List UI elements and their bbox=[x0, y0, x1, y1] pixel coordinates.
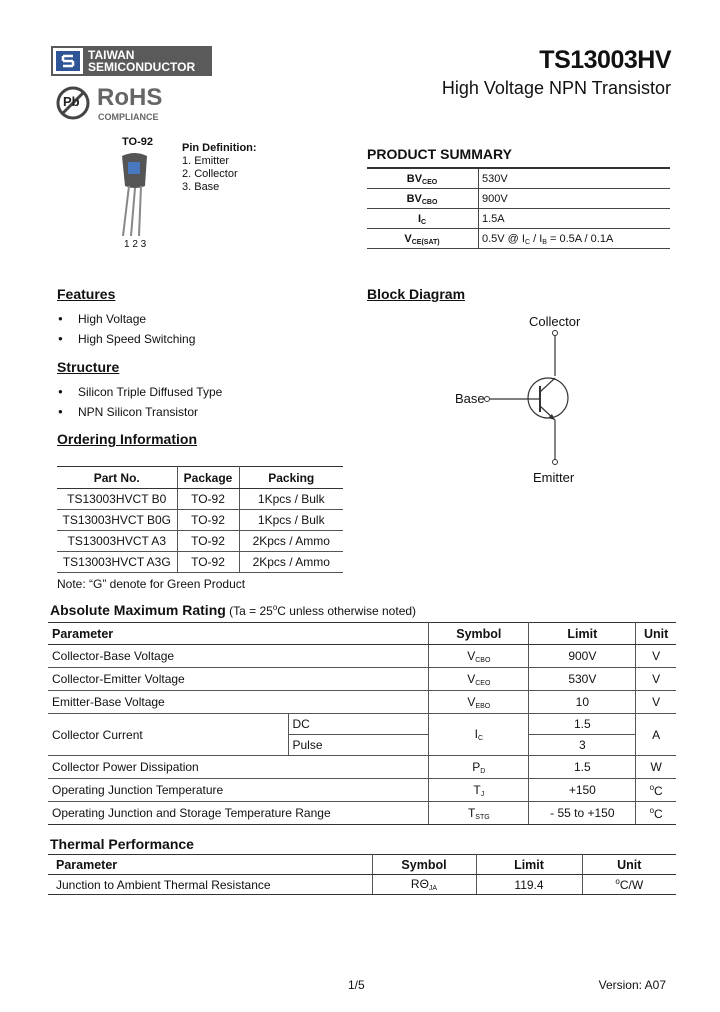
summary-row: $BV_{CEO}$ 530V bbox=[367, 169, 670, 189]
structure-item: ● Silicon Triple Diffused Type bbox=[78, 385, 222, 399]
feature-item: ● High Voltage bbox=[78, 312, 146, 326]
pin-item: 1. Emitter bbox=[182, 155, 230, 167]
pin-definition bbox=[182, 142, 257, 194]
structure-item: ● NPN Silicon Transistor bbox=[78, 405, 198, 419]
block-diagram-title: Block Diagram bbox=[367, 286, 466, 302]
table-header-row: Parameter Symbol Limit Unit bbox=[48, 855, 676, 875]
logo-line2: SEMICONDUCTOR bbox=[88, 60, 196, 74]
table-row: Collector Power Dissipation $P_D$ 1.5 W bbox=[48, 756, 676, 779]
page-subtitle: High Voltage NPN Transistor bbox=[441, 78, 671, 98]
package-name: TO-92 bbox=[122, 136, 153, 148]
thermal-table bbox=[48, 854, 676, 895]
ordering-note: Note: “G” denote for Green Product bbox=[57, 577, 246, 591]
table-header-row: Part No. Package Packing bbox=[57, 467, 343, 489]
features-title: Features bbox=[57, 286, 116, 302]
table-header-row: Parameter Symbol Limit Unit bbox=[48, 623, 676, 645]
rohs-badge bbox=[55, 85, 175, 125]
ordering-title: Ordering Information bbox=[57, 431, 197, 447]
ordering-table bbox=[57, 466, 343, 573]
structure-title: Structure bbox=[57, 359, 120, 375]
feature-item: ● High Speed Switching bbox=[78, 332, 195, 346]
thermal-title: Thermal Performance bbox=[50, 836, 194, 852]
table-row: Junction to Ambient Thermal Resistance $R\Theta_{JA}$ 119.4 $^o$C/W bbox=[48, 875, 676, 895]
table-row: TS13003HVCT B0 TO-92 1Kpcs / Bulk bbox=[57, 489, 343, 510]
base-label: Base bbox=[455, 391, 485, 406]
tsc-logo bbox=[51, 46, 212, 76]
rohs-title: RoHS bbox=[97, 84, 163, 111]
table-row: TS13003HVCT B0G TO-92 1Kpcs / Bulk bbox=[57, 510, 343, 531]
part-number: TS13003HV bbox=[539, 46, 671, 74]
summary-row: $V_{CE(SAT)}$ 0.5V @ $I_C / I_B = 0.5A / 0.1A$ bbox=[367, 229, 670, 249]
package-pins-label: 1 2 3 bbox=[124, 239, 147, 250]
pin-item: 2. Collector bbox=[182, 168, 238, 180]
logo-line1: TAIWAN bbox=[88, 48, 135, 62]
summary-row: $I_C$ 1.5A bbox=[367, 209, 670, 229]
collector-label: Collector bbox=[529, 314, 581, 329]
npn-transistor-symbol bbox=[480, 330, 590, 466]
to92-package-image bbox=[117, 152, 157, 238]
abs-max-heading bbox=[50, 602, 416, 618]
page-number: 1/5 bbox=[348, 978, 365, 992]
table-row: Collector Current DC $I_C$ 1.5 A bbox=[48, 714, 676, 735]
summary-row: $BV_{CBO}$ 900V bbox=[367, 189, 670, 209]
tsc-logo-mark bbox=[53, 48, 83, 74]
emitter-label: Emitter bbox=[533, 470, 575, 485]
abs-max-title: Absolute Maximum Rating bbox=[50, 602, 226, 618]
table-row: Pulse 3 bbox=[48, 735, 676, 756]
product-summary-title: PRODUCT SUMMARY bbox=[367, 146, 512, 162]
table-row: Collector-Base Voltage $V_{CBO}$ 900V V bbox=[48, 645, 676, 668]
table-row: Emitter-Base Voltage $V_{EBO}$ 10 V bbox=[48, 691, 676, 714]
abs-max-table bbox=[48, 622, 676, 825]
table-row: Operating Junction and Storage Temperature Range $T_{STG}$ - 55 to +150 $^o$C bbox=[48, 802, 676, 825]
rohs-pb: Pb bbox=[63, 94, 80, 109]
table-row: Operating Junction Temperature $T_J$ +150 $^o$C bbox=[48, 779, 676, 802]
pin-def-title: Pin Definition: bbox=[182, 142, 257, 154]
abs-max-condition: ($Ta = 25^oC$ unless otherwise noted) bbox=[229, 603, 417, 618]
pin-item: 3. Base bbox=[182, 181, 220, 193]
table-row: Collector-Emitter Voltage $V_{CEO}$ 530V V bbox=[48, 668, 676, 691]
version-label: Version: A07 bbox=[598, 978, 666, 992]
table-row: TS13003HVCT A3 TO-92 2Kpcs / Ammo bbox=[57, 531, 343, 552]
table-row: TS13003HVCT A3G TO-92 2Kpcs / Ammo bbox=[57, 552, 343, 573]
rohs-sub: COMPLIANCE bbox=[98, 112, 159, 122]
